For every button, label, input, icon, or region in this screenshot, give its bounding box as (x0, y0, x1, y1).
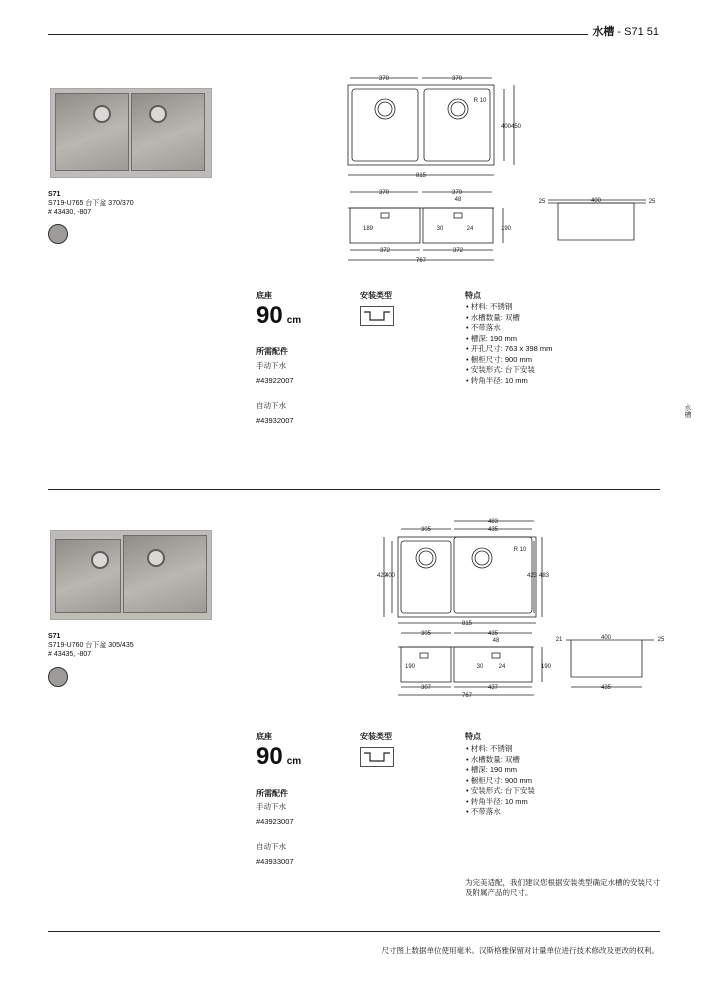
svg-text:25: 25 (657, 637, 665, 643)
svg-text:483: 483 (538, 573, 550, 579)
install-label-1: 安装类型 (360, 291, 392, 300)
svg-text:307: 307 (420, 685, 432, 691)
accessories-label-2: 所需配件 (256, 789, 288, 798)
svg-text:305: 305 (420, 631, 432, 637)
finish-swatch-2[interactable] (48, 667, 68, 687)
svg-text:483: 483 (487, 519, 499, 525)
svg-text:372: 372 (452, 248, 464, 254)
svg-text:48: 48 (492, 638, 500, 644)
features-list-2: • 材料: 不锈钢 • 水槽数量: 双槽 • 槽深: 190 mm • 橱柜尺寸: 900 mm • 安装形式: 台下安装 • 转角半径: 10 mm • 不带落水 (466, 744, 535, 818)
fitting-note: 为完美适配，我们建议您根据安装类型确定水槽的安装尺寸及附属产品的尺寸。 (465, 878, 660, 897)
svg-text:370: 370 (451, 76, 463, 82)
svg-text:767: 767 (415, 258, 427, 264)
accessory-2-2: 自动下水 #43933007 (256, 842, 294, 866)
svg-text:305: 305 (420, 527, 432, 533)
svg-text:767: 767 (461, 693, 473, 699)
footer-note: 尺寸图上数据单位使用毫米。汉斯格雅保留对计量单位进行技术修改及更改的权利。 (381, 946, 659, 955)
svg-text:190: 190 (404, 664, 416, 670)
svg-text:25: 25 (648, 199, 656, 205)
dimension-drawing-1 (330, 70, 680, 270)
undermount-icon-2 (360, 747, 394, 767)
header-rule (48, 34, 588, 35)
svg-text:24: 24 (466, 226, 474, 232)
install-label-2: 安装类型 (360, 732, 392, 741)
svg-text:190: 190 (540, 664, 552, 670)
undermount-icon-1 (360, 306, 394, 326)
svg-text:R 10: R 10 (513, 547, 527, 553)
svg-text:30: 30 (436, 226, 444, 232)
svg-text:400: 400 (600, 635, 612, 641)
page-header: 水槽 - S71 51 (592, 26, 659, 38)
base-label-2: 底座 (256, 732, 272, 741)
dimension-drawing-2 (374, 515, 674, 700)
svg-text:372: 372 (379, 248, 391, 254)
finish-swatch-1[interactable] (48, 224, 68, 244)
accessory-1-1: 手动下水 #43922007 (256, 361, 294, 385)
svg-text:450: 450 (510, 124, 522, 130)
svg-text:24: 24 (498, 664, 506, 670)
svg-text:435: 435 (487, 527, 499, 533)
svg-text:815: 815 (461, 621, 473, 627)
svg-text:190: 190 (500, 226, 512, 232)
svg-text:400: 400 (590, 198, 602, 204)
product-name-2: S71 S719-U760 台下盆 305/435 # 43435, -807 (48, 633, 134, 658)
accessory-2-1: 手动下水 #43923007 (256, 802, 294, 826)
svg-text:423: 423 (526, 573, 538, 579)
svg-text:370: 370 (451, 190, 463, 196)
side-tab: 水槽 (684, 404, 691, 418)
base-label-1: 底座 (256, 291, 272, 300)
svg-text:25: 25 (538, 199, 546, 205)
product-photo-1 (50, 88, 212, 178)
svg-text:435: 435 (487, 631, 499, 637)
product-photo-2 (50, 530, 212, 620)
product-name-1: S71 S719-U765 台下盆 370/370 # 43430, -807 (48, 191, 134, 216)
svg-text:400: 400 (384, 573, 396, 579)
base-value-2: 90 cm (256, 743, 302, 770)
features-label-1: 特点 (465, 291, 481, 300)
svg-text:21: 21 (555, 637, 563, 643)
svg-text:400: 400 (500, 124, 512, 130)
features-list-1: • 材料: 不锈钢 • 水槽数量: 双槽 • 不带落水 • 槽深: 190 mm • 开孔尺寸: 763 x 398 mm • 橱柜尺寸: 900 mm • 安装形式: 台下安装 • 转角半径: 10 mm (466, 302, 552, 386)
svg-text:30: 30 (476, 664, 484, 670)
base-value-1: 90 cm (256, 302, 302, 329)
svg-text:420: 420 (376, 573, 388, 579)
svg-text:435: 435 (600, 685, 612, 691)
svg-text:48: 48 (454, 197, 462, 203)
svg-text:437: 437 (487, 685, 499, 691)
section-divider (48, 489, 660, 490)
footer-rule (48, 931, 660, 932)
features-label-2: 特点 (465, 732, 481, 741)
svg-text:370: 370 (378, 76, 390, 82)
svg-text:189: 189 (362, 226, 374, 232)
svg-text:R 10: R 10 (473, 98, 487, 104)
svg-text:370: 370 (378, 190, 390, 196)
accessories-label-1: 所需配件 (256, 347, 288, 356)
svg-text:815: 815 (415, 173, 427, 179)
accessory-1-2: 自动下水 #43932007 (256, 401, 294, 425)
